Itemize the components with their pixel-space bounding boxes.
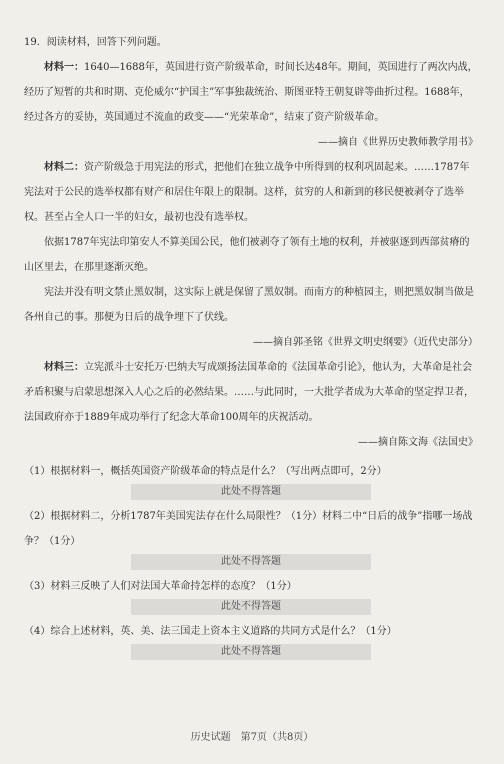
no-answer-banner-1: 此处不得答题 — [131, 484, 371, 500]
no-answer-banner-2: 此处不得答题 — [131, 554, 371, 570]
material-2-source: ——摘自郭圣铭《世界文明史纲要》（近代史部分） — [253, 337, 478, 348]
material-2-p3: 宪法并没有明文禁止黑奴制，这实际上就是保留了黑奴制。而南方的种植园主，则把黑奴制当做是各州自己的事。那便为日后的战争埋下了伏线。 — [24, 287, 474, 323]
material-2-p1 — [24, 155, 478, 230]
page-footer: 历史试题 第7页（共8页） — [190, 732, 314, 743]
no-answer-banner-4: 此处不得答题 — [131, 644, 371, 660]
material-1 — [24, 55, 478, 130]
material-1-source: ——摘自《世界历史教师教学用书》 — [318, 137, 478, 148]
material-3-text: 立宪派斗士安托万·巴纳夫写成颂扬法国革命的《法国革命引论》，他认为，大革命是社会矛盾积聚与启蒙思想深入人心之后的必然结果。……与此同时，一大批学者成为大革命的坚定捍卫者，法国政府亦于1889年成功举行了纪念大革命100周年的庆祝活动。 — [24, 362, 474, 423]
question-4: （4）综合上述材料，英、美、法三国走上资本主义道路的共同方式是什么？（1分） — [24, 626, 397, 637]
no-answer-banner-3: 此处不得答题 — [131, 599, 371, 615]
material-2-label: 材料二： — [44, 162, 84, 173]
material-2-p2: 依据1787年宪法印第安人不算美国公民，他们被剥夺了领有土地的权利，并被驱逐到西部贫瘠的山区里去，在那里逐渐灭绝。 — [24, 237, 470, 273]
question-19-header: 19．阅读材料，回答下列问题。 — [24, 37, 167, 48]
question-2: （2）根据材料二，分析1787年美国宪法存在什么局限性？（1分）材料二中“日后的战争”指哪一场战争？（1分） — [24, 511, 473, 547]
material-2-text: 资产阶级急于用宪法的形式，把他们在独立战争中所得到的权利巩固起来。……1787年宪法对于公民的选举权都有财产和居住年限上的限制。这样，贫穷的人和新到的移民便被剥夺了选举权。甚至占全人口一半的妇女，最初也没有选举权。 — [24, 162, 470, 223]
question-3: （3）材料三反映了人们对法国大革命持怎样的态度？（1分） — [24, 581, 297, 592]
material-1-label: 材料一： — [44, 62, 84, 73]
material-3 — [24, 355, 478, 430]
question-1: （1）根据材料一，概括英国资产阶级革命的特点是什么？（写出两点即可，2分） — [24, 466, 387, 477]
material-1-text: 1640—1688年，英国进行资产阶级革命，时间长达48年。期间，英国进行了两次内战，经历了短暂的共和时期、克伦威尔“护国主”军事独裁统治、斯图亚特王朝复辟等曲折过程。1688年，经过各方的妥协，英国通过不流血的政变——“光荣革命”，结束了资产阶级革命。 — [24, 62, 478, 123]
material-3-source: ——摘自陈文海《法国史》 — [358, 437, 478, 448]
material-3-label: 材料三： — [44, 362, 84, 373]
